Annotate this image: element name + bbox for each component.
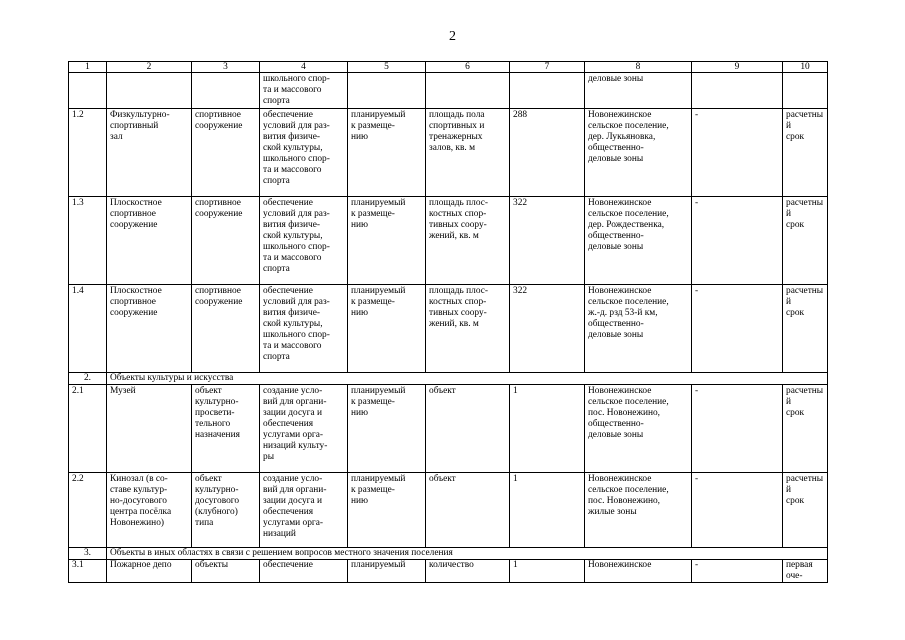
table-row — [69, 197, 828, 285]
cell-status: планируемый к размеще- нию — [348, 197, 426, 285]
column-number: 2 — [107, 62, 192, 73]
cell-characteristic: объект — [426, 473, 510, 548]
column-number: 8 — [585, 62, 692, 73]
cell-purpose: обеспечение — [260, 560, 348, 583]
cell-name: Кинозал (в со- ставе культур- но-досугового центра посёлка Новонежино) — [107, 473, 192, 548]
column-number: 4 — [260, 62, 348, 73]
cell-status: планируемый к размеще- нию — [348, 109, 426, 197]
cell-status: планируемый к размеще- нию — [348, 285, 426, 373]
cell-name: Физкультурно- спортивный зал — [107, 109, 192, 197]
cell-characteristic: площадь пола спортивных и тренажерных залов, кв. м — [426, 109, 510, 197]
cell-value: 1 — [510, 473, 585, 548]
column-number: 5 — [348, 62, 426, 73]
cell-number: 1.3 — [69, 197, 107, 285]
cell-purpose: создание усло- вий для органи- зации досуга и обеспечения услугами орга- низаций культу- ры — [260, 385, 348, 473]
cell-name: Пожарное депо — [107, 560, 192, 583]
table-row — [69, 473, 828, 548]
cell-purpose: школьного спор- та и массового спорта — [260, 73, 348, 109]
cell-zone: - — [692, 473, 783, 548]
cell-value: 322 — [510, 285, 585, 373]
cell-term: расчетный срок — [783, 385, 828, 473]
section-title: Объекты культуры и искусства — [107, 373, 828, 385]
cell-number: 2.2 — [69, 473, 107, 548]
cell-status: планируемый — [348, 560, 426, 583]
column-number: 1 — [69, 62, 107, 73]
cell — [348, 73, 426, 109]
cell-value: 1 — [510, 385, 585, 473]
cell-value: 1 — [510, 560, 585, 583]
cell-purpose: создание усло- вий для органи- зации досуга и обеспечения услугами орга- низаций — [260, 473, 348, 548]
cell-characteristic: объект — [426, 385, 510, 473]
column-number: 10 — [783, 62, 828, 73]
cell-location: Новонежинское сельское поселение, пос. Новонежино, общественно- деловые зоны — [585, 385, 692, 473]
planning-table — [68, 61, 828, 583]
cell-zone: - — [692, 109, 783, 197]
page-number: 2 — [449, 29, 456, 44]
section-row — [69, 548, 828, 560]
cell-type: спортивное сооружение — [192, 197, 260, 285]
cell-name: Плоскостное спортивное сооружение — [107, 285, 192, 373]
cell-status: планируемый к размеще- нию — [348, 385, 426, 473]
cell-number: 1.4 — [69, 285, 107, 373]
cell-type: спортивное сооружение — [192, 109, 260, 197]
cell — [783, 73, 828, 109]
cell-location: Новонежинское сельское поселение, дер. Рождественка, общественно- деловые зоны — [585, 197, 692, 285]
cell — [107, 73, 192, 109]
table-row — [69, 560, 828, 583]
cell-purpose: обеспечение условий для раз- вития физиче- ской культуры, школьного спор- та и массового спорта — [260, 109, 348, 197]
cell-zone: - — [692, 385, 783, 473]
cell-type: объект культурно- просвети- тельного назначения — [192, 385, 260, 473]
column-number: 9 — [692, 62, 783, 73]
cell-type: объект культурно- досугового (клубного) типа — [192, 473, 260, 548]
cell-term: расчетный срок — [783, 473, 828, 548]
section-number: 2. — [69, 373, 107, 385]
cell — [69, 73, 107, 109]
table-row-continuation — [69, 73, 828, 109]
cell-number: 1.2 — [69, 109, 107, 197]
cell-status: планируемый к размеще- нию — [348, 473, 426, 548]
cell-number: 3.1 — [69, 560, 107, 583]
table-row — [69, 109, 828, 197]
cell-value: 322 — [510, 197, 585, 285]
cell-location: Новонежинское сельское поселение, дер. Лукьяновка, общественно- деловые зоны — [585, 109, 692, 197]
column-number-row — [69, 62, 828, 73]
column-number: 6 — [426, 62, 510, 73]
table-row — [69, 385, 828, 473]
cell-characteristic: количество — [426, 560, 510, 583]
cell-number: 2.1 — [69, 385, 107, 473]
section-number: 3. — [69, 548, 107, 560]
cell-zone: - — [692, 560, 783, 583]
cell-name: Плоскостное спортивное сооружение — [107, 197, 192, 285]
cell-location: Новонежинское сельское поселение, пос. Новонежино, жилые зоны — [585, 473, 692, 548]
cell-term: первая оче- — [783, 560, 828, 583]
cell-value: 288 — [510, 109, 585, 197]
cell-type: спортивное сооружение — [192, 285, 260, 373]
cell — [192, 73, 260, 109]
cell-characteristic: площадь плос- костных спор- тивных соору- жений, кв. м — [426, 285, 510, 373]
cell — [426, 73, 510, 109]
cell — [692, 73, 783, 109]
cell-zone: - — [692, 285, 783, 373]
cell-name: Музей — [107, 385, 192, 473]
cell-term: расчетный срок — [783, 109, 828, 197]
cell-term: расчетный срок — [783, 197, 828, 285]
cell-type: объекты — [192, 560, 260, 583]
column-number: 7 — [510, 62, 585, 73]
section-row — [69, 373, 828, 385]
table-row — [69, 285, 828, 373]
cell-term: расчетный срок — [783, 285, 828, 373]
cell-zone: - — [692, 197, 783, 285]
cell-purpose: обеспечение условий для раз- вития физиче- ской культуры, школьного спор- та и массового спорта — [260, 197, 348, 285]
column-number: 3 — [192, 62, 260, 73]
cell-location: Новонежинское — [585, 560, 692, 583]
cell-location: деловые зоны — [585, 73, 692, 109]
section-title: Объекты в иных областях в связи с решением вопросов местного значения поселения — [107, 548, 828, 560]
cell-purpose: обеспечение условий для раз- вития физиче- ской культуры, школьного спор- та и массового спорта — [260, 285, 348, 373]
cell-location: Новонежинское сельское поселение, ж.-д. рзд 53-й км, общественно- деловые зоны — [585, 285, 692, 373]
cell — [510, 73, 585, 109]
cell-characteristic: площадь плос- костных спор- тивных соору- жений, кв. м — [426, 197, 510, 285]
